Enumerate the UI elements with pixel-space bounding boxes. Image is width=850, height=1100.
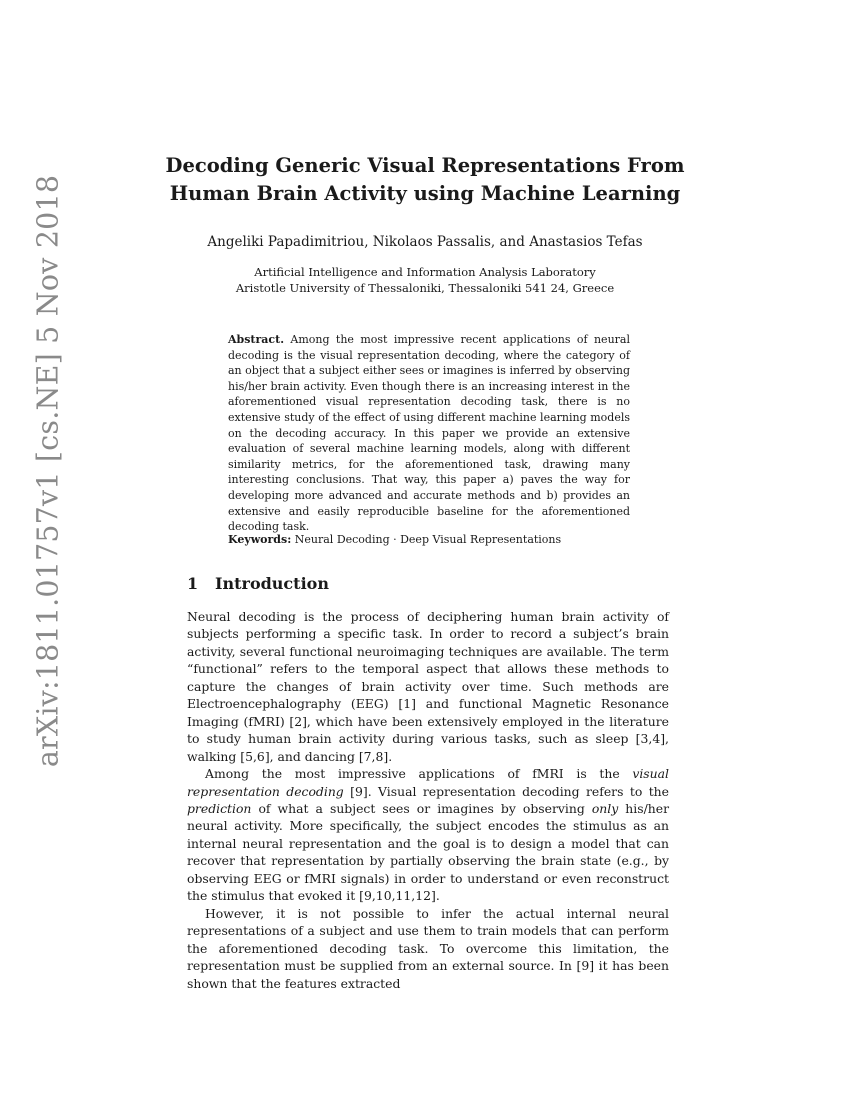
section-title: Introduction	[215, 574, 329, 593]
title-line-1: Decoding Generic Visual Representations From	[165, 154, 685, 177]
affiliation	[100, 264, 750, 296]
paragraph-2-text-d: his/her neural activity. More specifically, the subject encodes the stimulus as an internal neural representation and the goal is to design a model that can recover that representation by partially observing the brain state (e.g., by observing EEG or fMRI signals) in order to understand or even reconstruct the stimulus that evoked it [9,10,11,12].	[187, 800, 669, 904]
emphasis-only: only	[591, 800, 619, 816]
keywords	[228, 532, 630, 547]
paper-title	[100, 152, 750, 208]
author-list: Angeliki Papadimitriou, Nikolaos Passalis, and Anastasios Tefas	[207, 234, 643, 250]
abstract-label: Abstract.	[228, 333, 285, 346]
affiliation-line-2: Aristotle University of Thessaloniki, Thessaloniki 541 24, Greece	[235, 281, 615, 295]
paragraph-2	[187, 765, 669, 905]
abstract-text: Among the most impressive recent applications of neural decoding is the visual representation decoding, where the category of an object that a subject either sees or imagines is inferred by observing his/her brain activity. Even though there is an increasing interest in the aforementioned visual representation decoding task, there is no extensive study of the effect of using different machine learning models on the decoding accuracy. In this paper we provide an extensive evaluation of several machine learning models, along with different similarity metrics, for the aforementioned task, drawing many interesting conclusions. That way, this paper a) paves the way for developing more advanced and accurate methods and b) provides an extensive and easily reproducible baseline for the aforementioned decoding task.	[228, 333, 630, 534]
keywords-text: Neural Decoding · Deep Visual Representations	[294, 533, 562, 546]
section-heading-introduction	[187, 574, 329, 593]
arxiv-identifier: arXiv:1811.01757v1 [cs.NE] 5 Nov 2018	[31, 174, 65, 768]
introduction-body	[187, 608, 669, 992]
paragraph-3: However, it is not possible to infer the actual internal neural representations of a subject and use them to train models that can perform the aforementioned decoding task. To overcome this limitation, the representation must be supplied from an external source. In [9] it has been shown that the features extracted	[187, 905, 669, 991]
affiliation-line-1: Artificial Intelligence and Information Analysis Laboratory	[254, 265, 596, 279]
arxiv-sidebar	[12, 0, 65, 1100]
section-number: 1	[187, 574, 199, 593]
keywords-label: Keywords:	[228, 533, 292, 546]
title-line-2: Human Brain Activity using Machine Learning	[169, 182, 681, 205]
emphasis-visual-representation-decoding: visual representation decoding	[187, 766, 669, 799]
abstract	[228, 332, 630, 535]
emphasis-prediction: prediction	[187, 800, 252, 816]
paragraph-2-text-c: of what a subject sees or imagines by observing	[251, 800, 592, 816]
paragraph-1: Neural decoding is the process of deciphering human brain activity of subjects performing a specific task. In order to record a subject’s brain activity, several functional neuroimaging techniques are available. The term “functional” refers to the temporal aspect that allows these methods to capture the changes of brain activity over time. Such methods are Electroencephalography (EEG) [1] and functional Magnetic Resonance Imaging (fMRI) [2], which have been extensively employed in the literature to study human brain activity during various tasks, such as sleep [3,4], walking [5,6], and dancing [7,8].	[187, 609, 669, 764]
paragraph-2-text-b: [9]. Visual representation decoding refers to the	[343, 783, 669, 799]
paragraph-2-text-a: Among the most impressive applications of fMRI is the	[205, 766, 633, 782]
